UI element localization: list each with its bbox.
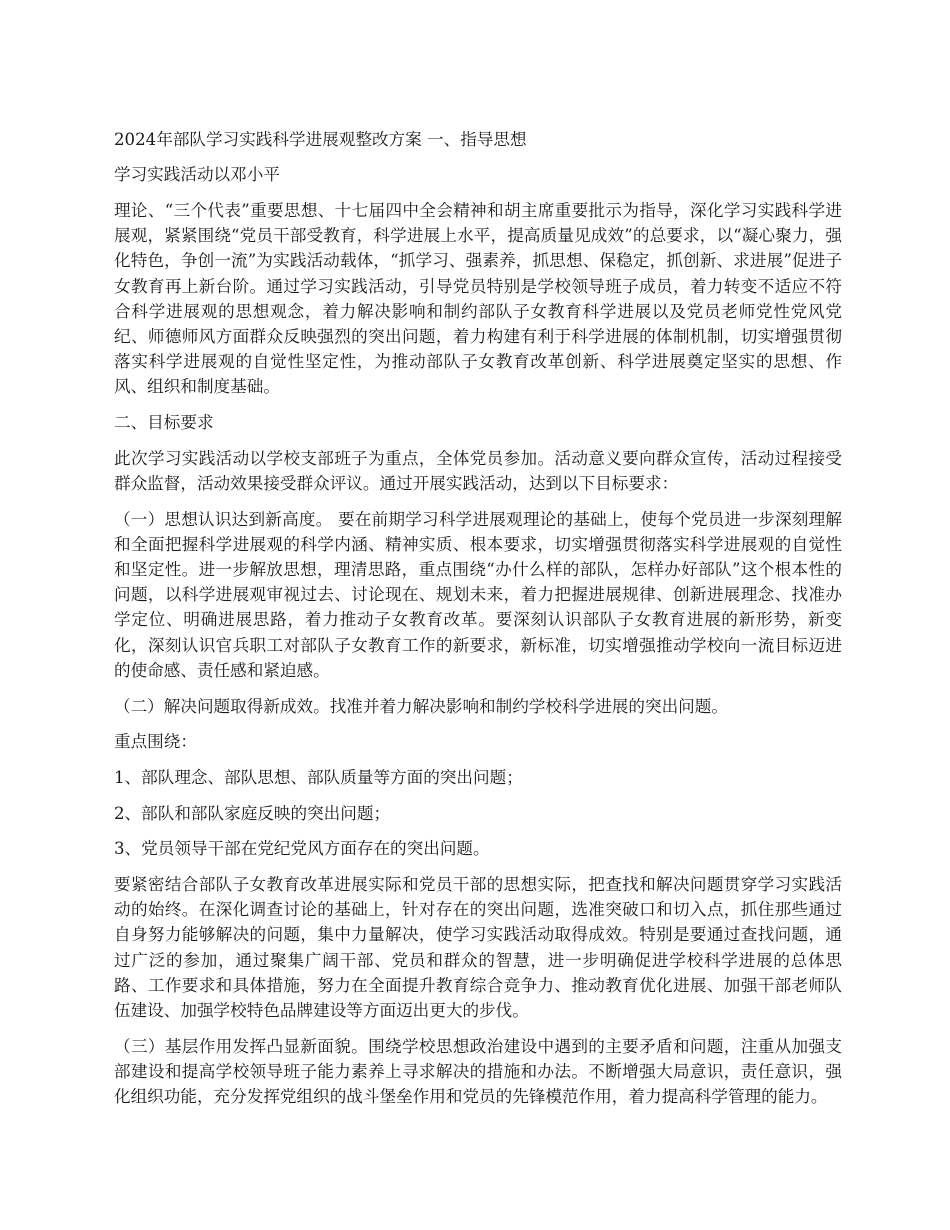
paragraph-intro: 学习实践活动以邓小平 bbox=[114, 165, 280, 185]
section-heading-goals: 二、目标要求 bbox=[114, 413, 214, 433]
paragraph-problem-solving: 要紧密结合部队子女教育改革进展实际和党员干部的思想实际，把查找和解决问题贯穿学习实践活动的始终。在深化调查讨论的基础上，针对存在的突出问题，选准突破口和切入点，抓住那些通过自身努力能够解决的问题，集中力量解决，使学习实践活动取得成效。特别是要通过查找问题，通过广泛的参加，通过聚集广阔干部、党员和群众的智慧，进一步明确促进学校科学进展的总体思路、工作要求和具体措施，努力在全面提升教育综合竞争力、推动教育优化进展、加强干部老师队伍建设、加强学校特色品牌建设等方面迈出更大的步伐。 bbox=[114, 875, 842, 1021]
list-item-2: 2、部队和部队家庭反映的突出问题； bbox=[114, 803, 391, 823]
list-item-3: 3、党员领导干部在党纪党风方面存在的突出问题。 bbox=[114, 839, 490, 859]
paragraph-goal-1: （一）思想认识达到新高度。 要在前期学习科学进展观理论的基础上，使每个党员进一步深刻理解和全面把握科学进展观的科学内涵、精神实质、根本要求，切实增强贯彻落实科学进展观的自觉性和坚定性。进一步解放思想，理清思路，重点围绕“办什么样的部队，怎样办好部队”这个根本性的问题，以科学进展观审视过去、讨论现在、规划未来，着力把握进展规律、创新进展理念、找准办学定位、明确进展思路，着力推动子女教育改革。要深刻认识部队子女教育进展的新形势，新变化，深刻认识官兵职工对部队子女教育工作的新要求，新标准，切实增强推动学校向一流目标迈进的使命感、责任感和紧迫感。 bbox=[114, 509, 842, 680]
document-title: 2024年部队学习实践科学进展观整改方案 一、指导思想 bbox=[114, 130, 527, 149]
paragraph-focus-label: 重点围绕： bbox=[114, 732, 197, 752]
paragraph-goal-3: （三）基层作用发挥凸显新面貌。围绕学校思想政治建设中遇到的主要矛盾和问题，注重从加强支部建设和提高学校领导班子能力素养上寻求解决的措施和办法。不断增强大局意识，责任意识，强化组织功能，充分发挥党组织的战斗堡垒作用和党员的先锋模范作用，着力提高科学管理的能力。 bbox=[114, 1036, 842, 1107]
paragraph-goals-intro: 此次学习实践活动以学校支部班子为重点，全体党员参加。活动意义要向群众宣传，活动过程接受群众监督，活动效果接受群众评议。通过开展实践活动，达到以下目标要求： bbox=[114, 448, 842, 493]
paragraph-guiding-thought: 理论、“三个代表”重要思想、十七届四中全会精神和胡主席重要批示为指导，深化学习实践科学进展观，紧紧围绕“党员干部受教育，科学进展上水平，提高质量见成效”的总要求，以“凝心聚力，强化特色，争创一流”为实践活动载体，“抓学习、强素养，抓思想、保稳定，抓创新、求进展”促进子女教育再上新台阶。通过学习实践活动，引导党员特别是学校领导班子成员，着力转变不适应不符合科学进展观的思想观念，着力解决影响和制约部队子女教育科学进展以及党员老师党性党风党纪、师德师风方面群众反映强烈的突出问题，着力构建有利于科学进展的体制机制，切实增强贯彻落实科学进展观的自觉性坚定性，为推动部队子女教育改革创新、科学进展奠定坚实的思想、作风、组织和制度基础。 bbox=[114, 200, 842, 397]
paragraph-goal-2: （二）解决问题取得新成效。找准并着力解决影响和制约学校科学进展的突出问题。 bbox=[114, 696, 728, 716]
document-page bbox=[114, 127, 842, 1120]
list-item-1: 1、部队理念、部队思想、部队质量等方面的突出问题； bbox=[114, 767, 523, 787]
